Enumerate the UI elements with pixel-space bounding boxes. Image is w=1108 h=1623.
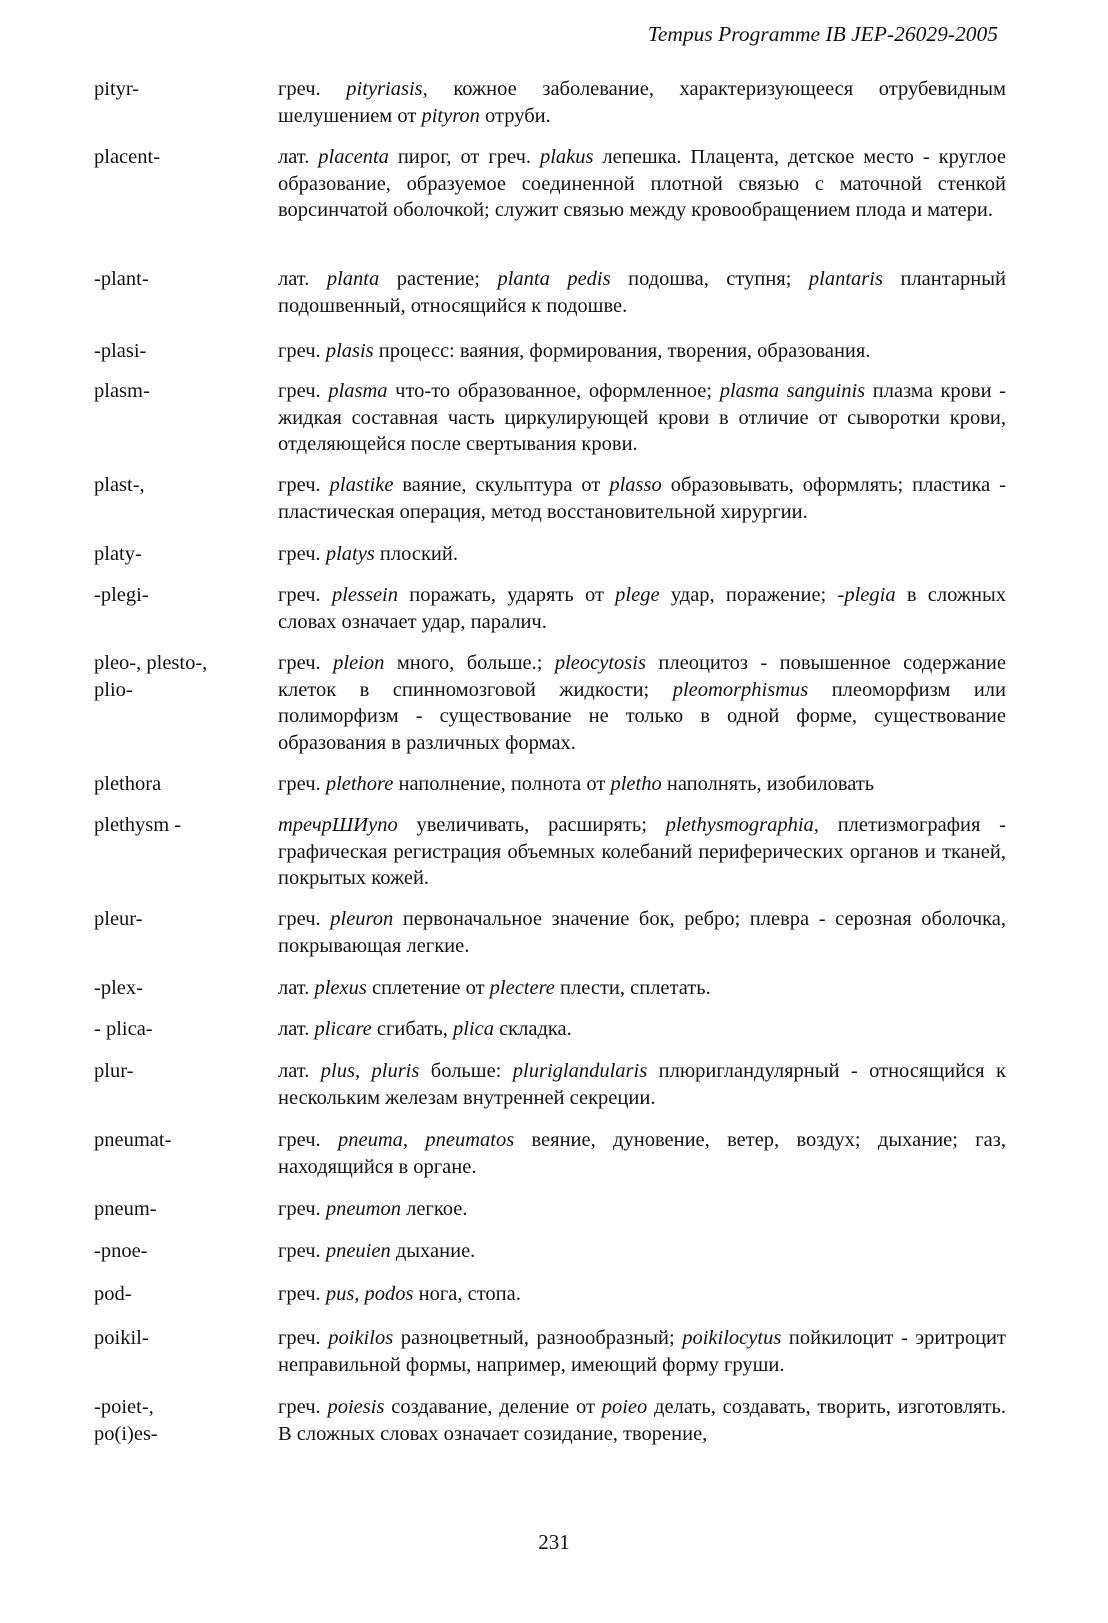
entry-term: poikil- — [94, 1327, 149, 1349]
entry-definition: греч. pleion много, больше.; pleocytosis плеоцитоз - повышенное содержание клеток в спинномозговой жидкости; pleomorphismus плеоморфизм или полиморфизм - существование не только в одной форме, существование образования в различных формах. — [278, 652, 1007, 754]
entry-term: -poiet-, po(i)es- — [94, 1396, 158, 1445]
entry-definition: греч. plastike ваяние, скульптура от plasso образовывать, оформлять; пластика - пластическая операция, метод восстановительной хирургии. — [278, 474, 1006, 523]
entry-term: plethysm - — [94, 814, 182, 836]
entry-term: pod- — [94, 1283, 132, 1305]
entry-definition: греч. pityriasis, кожное заболевание, характеризующееся отрубевидным шелушением от pityron отруби. — [278, 78, 1007, 127]
entry-term: pleur- — [94, 908, 143, 930]
entry-term: pneumat- — [94, 1129, 172, 1151]
entry-term: plasm- — [94, 380, 150, 402]
entry-term: platy- — [94, 543, 142, 565]
entry-definition: греч. plasma что-то образованное, оформленное; plasma sanguinis плазма крови - жидкая составная часть циркулирующей крови в отличие от сыворотки крови, отделяющейся после свертывания крови. — [278, 380, 1006, 455]
entry-term: pleo-, plesto-, plio- — [94, 652, 208, 701]
entry-term: -plant- — [94, 268, 149, 290]
entry-definition: лат. plexus сплетение от plectere плести, сплетать. — [278, 977, 711, 999]
entry-term: plur- — [94, 1060, 134, 1082]
entry-term: pityr- — [94, 78, 140, 100]
entry-definition: лат. placenta пирог, от греч. plakus лепешка. Плацента, детское место - круглое образование, образуемое соединенной плотной связью с маточной стенкой ворсинчатой оболочкой; служит связью между кровообращением плода и матери. — [278, 146, 1006, 221]
entry-term: -plasi- — [94, 340, 147, 362]
entry-definition: греч. poikilos разноцветный, разнообразный; poikilocytus пойкилоцит - эритроцит неправильной формы, например, имеющий форму груши. — [278, 1327, 1006, 1376]
entry-definition: греч. platys плоский. — [278, 543, 458, 565]
page-number: 231 — [538, 1530, 570, 1554]
running-head: Tempus Programme IB JEP-26029-2005 — [647, 22, 998, 46]
entry-term: -plegi- — [94, 584, 149, 606]
entry-definition: греч. plethore наполнение, полнота от pletho наполнять, изобиловать — [278, 773, 875, 795]
entry-term: plast-, — [94, 474, 145, 496]
entry-definition: греч. pleuron первоначальное значение бок, ребро; плевра - серозная оболочка, покрывающая легкие. — [278, 908, 1007, 957]
entry-definition: лат. plus, pluris больше: pluriglandularis плюригландулярный - относящийся к нескольким железам внутренней секреции. — [278, 1060, 1006, 1109]
entry-definition: греч. plessein поражать, ударять от plege удар, поражение; -plegia в сложных словах означает удар, паралич. — [278, 584, 1006, 633]
entry-definition: греч. pneuma, pneumatos веяние, дуновение, ветер, воздух; дыхание; газ, находящийся в органе. — [278, 1129, 1006, 1178]
entry-term: -plex- — [94, 977, 143, 999]
entry-definition: греч. poiesis создавание, деление от poieo делать, создавать, творить, изготовлять. В сложных словах означает созидание, творение, — [278, 1396, 1006, 1445]
entry-definition: греч. pneumon легкое. — [278, 1198, 468, 1220]
entry-definition: греч. pus, podos нога, стопа. — [278, 1283, 521, 1305]
entry-term: plethora — [94, 773, 162, 795]
entry-term: pneum- — [94, 1198, 157, 1220]
entry-term: placent- — [94, 146, 161, 168]
entry-definition: греч. plasis процесс: ваяния, формирования, творения, образования. — [278, 340, 871, 362]
entry-term: -pnoe- — [94, 1240, 148, 1262]
entry-term: - plica- — [94, 1018, 153, 1040]
entry-definition: лат. planta растение; planta pedis подошва, ступня; plantaris плантарный подошвенный, относящийся к подошве. — [278, 268, 1006, 317]
entry-definition: лат. plicare сгибать, plica складка. — [278, 1018, 572, 1040]
entry-definition: греч. pneuien дыхание. — [278, 1240, 476, 1262]
entry-definition: тречрШИуno увеличивать, расширять; plethysmographia, плетизмография - графическая регистрация объемных колебаний периферических органов и тканей, покрытых кожей. — [278, 814, 1006, 889]
